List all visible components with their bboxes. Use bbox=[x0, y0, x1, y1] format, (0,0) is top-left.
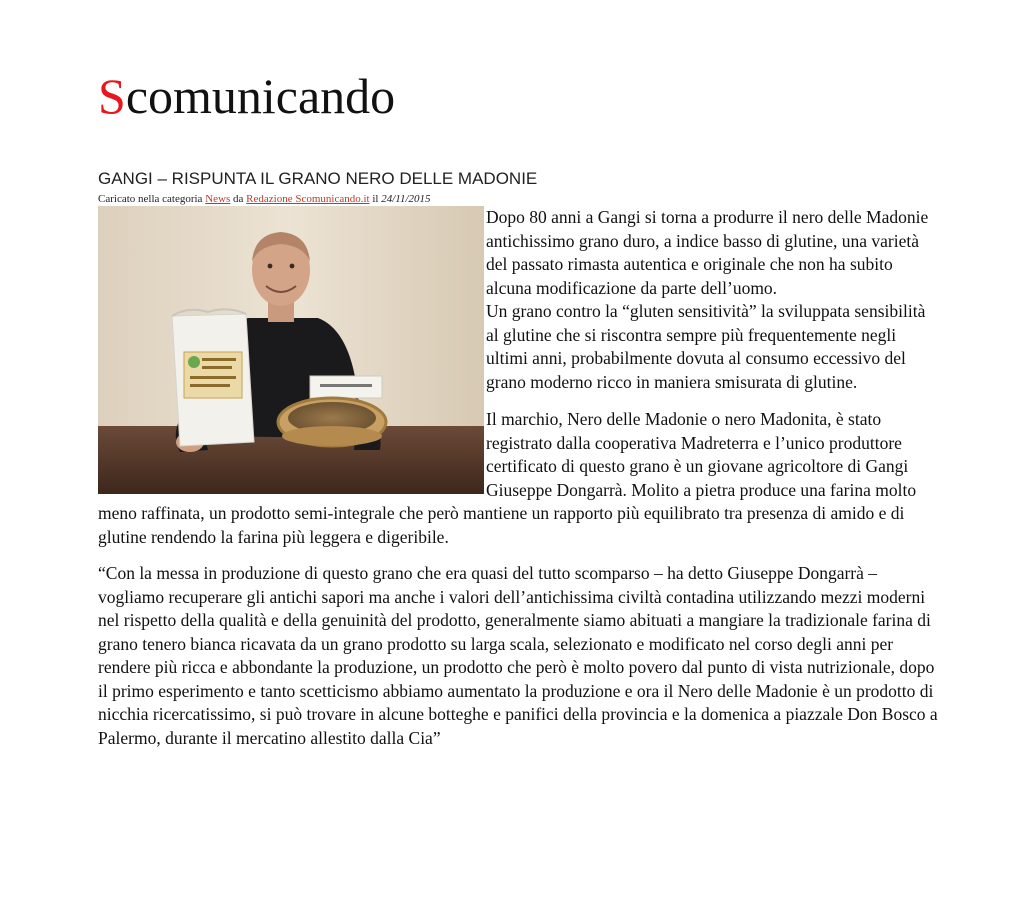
article-meta bbox=[98, 193, 431, 206]
photo-illustration bbox=[98, 206, 484, 494]
paragraph-4: “Con la messa in produzione di questo grano che era quasi del tutto scomparso – ha detto Giuseppe Dongarrà – vogliamo recuperare gli antichi sapori ma anche i valori dell’antichissima civiltà contadina utilizzando mezzi moderni nel rispetto della qualità e della genuinità del prodotto, generalmente siamo abituati a mangiare la tradizionale farina di grano tenero bianca ricavata da un grano prodotto su larga scala, selezionato e modificato nel corso degli anni per rendere più ricca e abbondante la produzione, un prodotto che però è molto povero dal punto di vista nutrizionale, dopo il primo esperimento e tanto scetticismo abbiamo aumentato la produzione e ora il Nero delle Madonie è un prodotto di nicchia ricercatissimo, si può trovare in alcune botteghe e panifici della provincia e la domenica a piazzale Don Bosco a Palermo, durante il mercatino allestito dalla Cia” bbox=[98, 563, 938, 748]
meta-on: il bbox=[372, 193, 379, 205]
article-title: GANGI – RISPUNTA IL GRANO NERO DELLE MADONIE bbox=[98, 169, 538, 188]
paragraph-2: Un grano contro la “gluten sensitività” la sviluppata sensibilità al glutine che si riscontra sempre più frequentemente negli ultimi anni, probabilmente dovuta al consumo eccessivo del grano moderno ricco in maniera smisurata di glutine. bbox=[486, 301, 926, 392]
logo-rest: comunicando bbox=[125, 68, 396, 124]
article-body bbox=[98, 206, 940, 750]
article-photo bbox=[98, 206, 484, 494]
site-logo[interactable] bbox=[98, 66, 395, 126]
meta-prefix: Caricato nella categoria bbox=[98, 193, 203, 205]
paragraph-1: Dopo 80 anni a Gangi si torna a produrre il nero delle Madonie antichissimo grano duro, a indice basso di glutine, una varietà del passato rimasta autentica e originale che non ha subito alcuna modificazione da parte dell’uomo. bbox=[486, 207, 929, 298]
author-link[interactable]: Redazione Scomunicando.it bbox=[246, 193, 370, 205]
article-date: 24/11/2015 bbox=[381, 193, 431, 205]
logo-initial: S bbox=[98, 68, 126, 124]
category-link[interactable]: News bbox=[205, 193, 231, 205]
paragraph-3: Il marchio, Nero delle Madonie o nero Madonita, è stato registrato dalla cooperativa Madreterra e l’unico produttore certificato di questo grano è un giovane agricoltore di Gangi Giuseppe Dongarrà. Molito a pietra produce una farina molto meno raffinata, un prodotto semi-integrale che però mantiene un rapporto più equilibrato tra presenza di amido e di glutine rendendo la farina più leggera e digeribile. bbox=[98, 409, 917, 547]
meta-by: da bbox=[233, 193, 244, 205]
paragraph-spacer bbox=[98, 549, 940, 562]
